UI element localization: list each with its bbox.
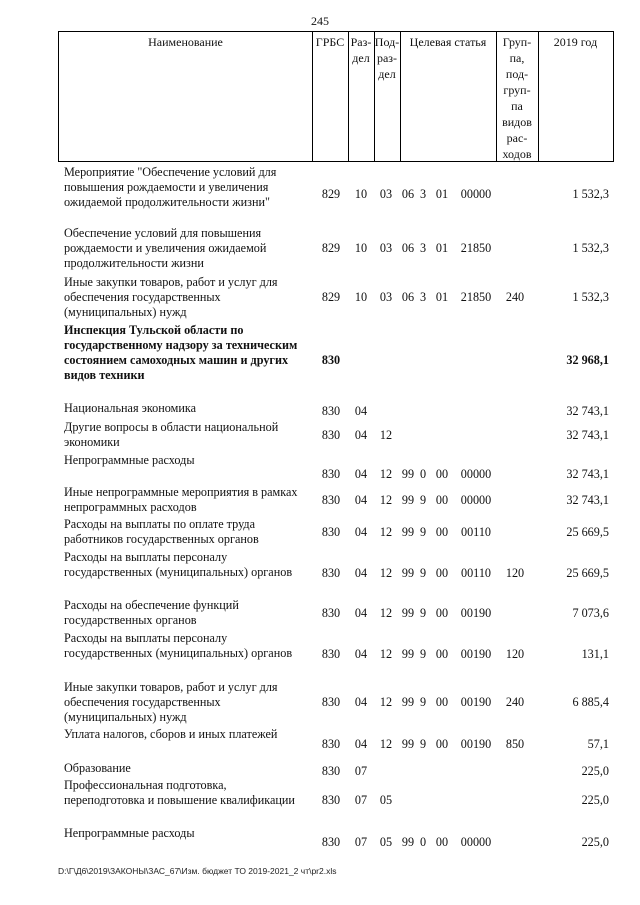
- header-razdel: Раз- дел: [350, 35, 372, 65]
- cell-sum: 131,1: [581, 647, 609, 661]
- cell-cs3: 00190: [460, 606, 492, 620]
- cell-sum: 32 968,1: [566, 353, 609, 367]
- cell-sum: 32 743,1: [566, 428, 609, 442]
- cell-pr: 05: [379, 835, 393, 849]
- cell-cs0: 99: [401, 647, 415, 661]
- cell-cs3: 00110: [460, 566, 492, 580]
- cell-rz: 04: [354, 428, 368, 442]
- cell-cs1: 3: [419, 187, 427, 201]
- cell-rz: 04: [354, 404, 368, 418]
- cell-cs2: 00: [435, 647, 449, 661]
- cell-grbs: 829: [321, 241, 341, 255]
- cell-sum: 57,1: [587, 737, 609, 751]
- cell-pr: 03: [379, 187, 393, 201]
- cell-cs1: 3: [419, 290, 427, 304]
- cell-grbs: 830: [321, 647, 341, 661]
- row-name: Национальная экономика: [64, 401, 197, 415]
- row-name: Мероприятие "Обеспечение условий для повышения рождаемости и увеличения ожидаемой продолжительности жизни": [64, 165, 277, 209]
- cell-vr: 120: [505, 647, 525, 661]
- cell-grbs: 830: [321, 737, 341, 751]
- cell-pr: 12: [379, 428, 393, 442]
- cell-cs2: 01: [435, 290, 449, 304]
- cell-pr: 12: [379, 695, 393, 709]
- page-number: 245: [311, 14, 329, 28]
- cell-pr: 12: [379, 493, 393, 507]
- header-group: Груп- па, под- груп- па видов рас- ходов: [502, 35, 532, 161]
- row-name: Профессиональная подготовка, переподготовка и повышение квалификации: [64, 778, 295, 807]
- cell-pr: 03: [379, 241, 393, 255]
- header-grbs: ГРБС: [315, 35, 345, 49]
- cell-grbs: 830: [321, 525, 341, 539]
- cell-rz: 10: [354, 290, 368, 304]
- cell-cs1: 9: [419, 737, 427, 751]
- cell-cs1: 9: [419, 606, 427, 620]
- cell-sum: 225,0: [581, 764, 609, 778]
- cell-cs3: 00000: [460, 835, 492, 849]
- cell-cs0: 06: [401, 290, 415, 304]
- cell-cs1: 3: [419, 241, 427, 255]
- cell-sum: 32 743,1: [566, 467, 609, 481]
- cell-cs1: 0: [419, 467, 427, 481]
- cell-cs1: 9: [419, 647, 427, 661]
- row-name: Непрограммные расходы: [64, 826, 195, 840]
- cell-sum: 1 532,3: [572, 241, 609, 255]
- cell-grbs: 830: [321, 835, 341, 849]
- cell-cs0: 99: [401, 606, 415, 620]
- cell-grbs: 829: [321, 290, 341, 304]
- cell-grbs: 830: [321, 566, 341, 580]
- cell-rz: 04: [354, 566, 368, 580]
- row-name: Расходы на выплаты персоналу государственных (муниципальных) органов: [64, 550, 293, 579]
- cell-rz: 04: [354, 737, 368, 751]
- cell-vr: 240: [505, 695, 525, 709]
- row-name: Непрограммные расходы: [64, 453, 195, 467]
- row-name: Другие вопросы в области национальной экономики: [64, 420, 279, 449]
- cell-cs3: 00000: [460, 187, 492, 201]
- cell-sum: 225,0: [581, 793, 609, 807]
- cell-grbs: 830: [321, 467, 341, 481]
- cell-rz: 07: [354, 764, 368, 778]
- cell-cs1: 0: [419, 835, 427, 849]
- cell-cs2: 00: [435, 525, 449, 539]
- cell-sum: 32 743,1: [566, 493, 609, 507]
- cell-cs3: 00000: [460, 493, 492, 507]
- cell-grbs: 830: [321, 606, 341, 620]
- cell-sum: 1 532,3: [572, 290, 609, 304]
- cell-rz: 04: [354, 695, 368, 709]
- row-name: Расходы на выплаты по оплате труда работников государственных органов: [64, 517, 259, 546]
- cell-pr: 12: [379, 737, 393, 751]
- cell-cs2: 00: [435, 493, 449, 507]
- header-target: Целевая статья: [409, 35, 487, 49]
- cell-rz: 04: [354, 647, 368, 661]
- cell-rz: 04: [354, 525, 368, 539]
- cell-rz: 04: [354, 467, 368, 481]
- cell-cs0: 99: [401, 467, 415, 481]
- cell-cs0: 06: [401, 241, 415, 255]
- cell-rz: 04: [354, 606, 368, 620]
- cell-pr: 12: [379, 467, 393, 481]
- table-header: [58, 31, 614, 162]
- cell-grbs: 830: [321, 764, 341, 778]
- cell-rz: 07: [354, 793, 368, 807]
- cell-grbs: 830: [321, 404, 341, 418]
- row-name: Инспекция Тульской области по государственному надзору за техническим состоянием самоходных машин и других видов техники: [64, 323, 298, 382]
- cell-pr: 12: [379, 525, 393, 539]
- cell-rz: 10: [354, 187, 368, 201]
- cell-sum: 32 743,1: [566, 404, 609, 418]
- cell-cs2: 00: [435, 737, 449, 751]
- cell-grbs: 830: [321, 428, 341, 442]
- cell-sum: 6 885,4: [572, 695, 609, 709]
- cell-cs0: 99: [401, 737, 415, 751]
- cell-sum: 225,0: [581, 835, 609, 849]
- cell-rz: 04: [354, 493, 368, 507]
- row-name: Иные закупки товаров, работ и услуг для обеспечения государственных (муниципальных) нужд: [64, 680, 278, 724]
- cell-cs3: 00110: [460, 525, 492, 539]
- row-name: Расходы на обеспечение функций государственных органов: [64, 598, 239, 627]
- cell-cs3: 21850: [460, 290, 492, 304]
- cell-cs0: 99: [401, 525, 415, 539]
- cell-cs0: 99: [401, 695, 415, 709]
- cell-grbs: 830: [321, 353, 341, 367]
- row-name: Уплата налогов, сборов и иных платежей: [64, 727, 278, 741]
- cell-grbs: 830: [321, 695, 341, 709]
- row-name: Обеспечение условий для повышения рождаемости и увеличения ожидаемой продолжительности жизни: [64, 226, 267, 270]
- cell-cs0: 99: [401, 835, 415, 849]
- row-name: Иные закупки товаров, работ и услуг для обеспечения государственных (муниципальных) нужд: [64, 275, 278, 319]
- cell-pr: 12: [379, 606, 393, 620]
- cell-grbs: 830: [321, 793, 341, 807]
- cell-cs3: 21850: [460, 241, 492, 255]
- header-year: 2019 год: [553, 35, 598, 49]
- cell-pr: 12: [379, 566, 393, 580]
- cell-cs1: 9: [419, 566, 427, 580]
- cell-rz: 07: [354, 835, 368, 849]
- cell-cs0: 06: [401, 187, 415, 201]
- file-path: D:\Г\Д6\2019\ЗАКОНЫ\ЗАС_67\Изм. бюджет ТО 2019-2021_2 чт\pr2.xls: [58, 866, 337, 876]
- cell-cs2: 00: [435, 566, 449, 580]
- cell-cs2: 01: [435, 241, 449, 255]
- cell-cs1: 9: [419, 525, 427, 539]
- cell-cs2: 00: [435, 695, 449, 709]
- cell-cs2: 01: [435, 187, 449, 201]
- cell-pr: 12: [379, 647, 393, 661]
- cell-cs3: 00000: [460, 467, 492, 481]
- cell-vr: 850: [505, 737, 525, 751]
- cell-cs0: 99: [401, 566, 415, 580]
- cell-cs3: 00190: [460, 737, 492, 751]
- cell-cs2: 00: [435, 606, 449, 620]
- cell-sum: 25 669,5: [566, 525, 609, 539]
- cell-cs3: 00190: [460, 695, 492, 709]
- cell-pr: 05: [379, 793, 393, 807]
- cell-vr: 120: [505, 566, 525, 580]
- cell-vr: 240: [505, 290, 525, 304]
- cell-pr: 03: [379, 290, 393, 304]
- cell-grbs: 830: [321, 493, 341, 507]
- cell-sum: 1 532,3: [572, 187, 609, 201]
- header-podrazdel: Под- раз- дел: [374, 35, 400, 81]
- cell-cs1: 9: [419, 493, 427, 507]
- cell-cs1: 9: [419, 695, 427, 709]
- cell-sum: 7 073,6: [572, 606, 609, 620]
- cell-sum: 25 669,5: [566, 566, 609, 580]
- row-name: Образование: [64, 761, 131, 775]
- cell-cs0: 99: [401, 493, 415, 507]
- cell-rz: 10: [354, 241, 368, 255]
- cell-cs3: 00190: [460, 647, 492, 661]
- row-name: Расходы на выплаты персоналу государственных (муниципальных) органов: [64, 631, 293, 660]
- row-name: Иные непрограммные мероприятия в рамках непрограммных расходов: [64, 485, 298, 514]
- header-name: Наименование: [148, 35, 223, 49]
- cell-cs2: 00: [435, 835, 449, 849]
- cell-grbs: 829: [321, 187, 341, 201]
- cell-cs2: 00: [435, 467, 449, 481]
